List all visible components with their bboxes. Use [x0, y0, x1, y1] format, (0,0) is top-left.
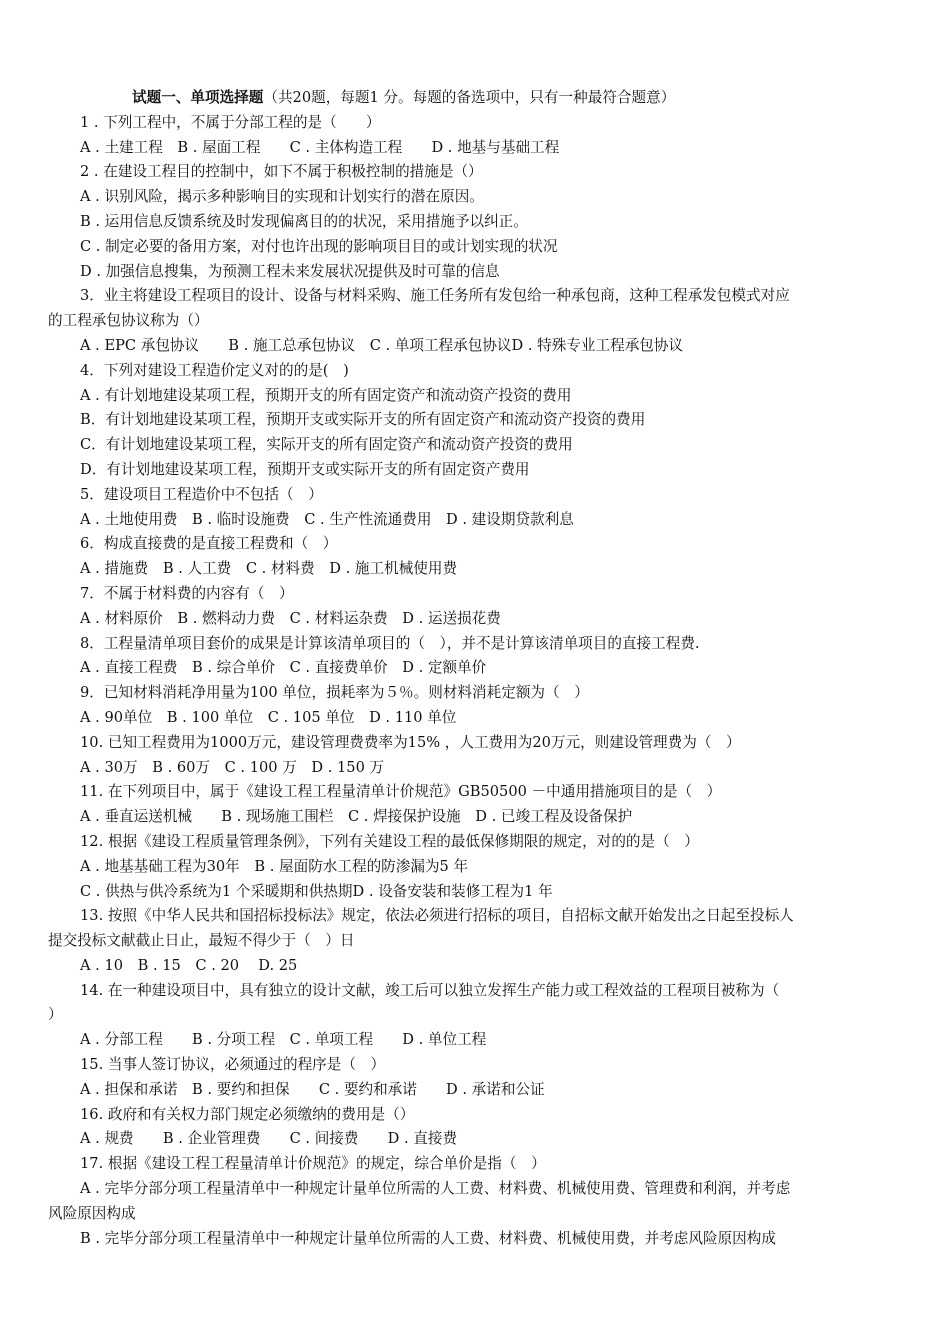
question-17-option-a-continued: 风险原因构成 — [48, 1204, 136, 1222]
question-3: 3．业主将建设工程项目的设计、设备与材料采购、施工任务所有发包给一种承包商，这种工程承发包模式对应 — [80, 287, 790, 305]
question-11-options: A . 垂直运送机械 B . 现场施工围栏 C . 焊接保护设施 D . 已竣工程及设备保护 — [80, 808, 633, 826]
question-12-options-cd: C . 供热与供冷系统为1 个采暖期和供热期D . 设备安装和装修工程为1 年 — [80, 882, 553, 900]
question-17-option-a: A . 完毕分部分项工程量清单中一种规定计量单位所需的人工费、材料费、机械使用费、管理费和利润，并考虑 — [80, 1180, 791, 1198]
question-3-options: A . EPC 承包协议 B . 施工总承包协议 C . 单项工程承包协议D . 特殊专业工程承包协议 — [80, 336, 684, 354]
question-8: 8．工程量清单项目套价的成果是计算该清单项目的（ ），并不是计算该清单项目的直接工程费. — [80, 634, 700, 652]
section-title: 试题一、单项选择题 — [132, 89, 264, 106]
question-10-options: A . 30万 B . 60万 C . 100 万 D . 150 万 — [80, 758, 385, 776]
question-13-continued: 提交投标文献截止日止，最短不得少于（ ）日 — [48, 932, 355, 950]
question-13-options: A . 10 B . 15 C . 20 D. 25 — [80, 956, 298, 974]
question-14: 14. 在一种建设项目中，具有独立的设计文献，竣工后可以独立发挥生产能力或工程效益的工程项目被称为（ — [80, 981, 780, 999]
question-2-option-c: C . 制定必要的备用方案，对付也许出现的影响项目目的或计划实现的状况 — [80, 237, 558, 255]
question-15-options: A . 担保和承诺 B . 要约和担保 C . 要约和承诺 D . 承诺和公证 — [80, 1080, 545, 1098]
exam-document — [48, 86, 910, 1251]
section-note: （共20题，每题1 分。每题的备选项中，只有一种最符合题意） — [263, 89, 676, 106]
question-4-option-a: A . 有计划地建设某项工程，预期开支的所有固定资产和流动资产投资的费用 — [80, 386, 572, 404]
question-13: 13. 按照《中华人民共和国招标投标法》规定，依法必须进行招标的项目，自招标文献开始发出之日起至投标人 — [80, 907, 794, 925]
question-9: 9．已知材料消耗净用量为100 单位，损耗率为５％。则材料消耗定额为（ ） — [80, 684, 589, 702]
question-10: 10. 已知工程费用为1000万元，建设管理费费率为15% ，人工费用为20万元，则建设管理费为（ ） — [80, 733, 741, 751]
question-4: 4．下列对建设工程造价定义对的的是( ) — [80, 361, 349, 379]
question-3-continued: 的工程承包协议称为（） — [48, 312, 209, 330]
question-15: 15. 当事人签订协议，必须通过的程序是（ ） — [80, 1056, 386, 1074]
question-4-option-d: D．有计划地建设某项工程，预期开支或实际开支的所有固定资产费用 — [80, 460, 530, 478]
question-14-continued: ） — [48, 1006, 63, 1024]
question-17-option-b: B . 完毕分部分项工程量清单中一种规定计量单位所需的人工费、材料费、机械使用费，并考虑风险原因构成 — [80, 1229, 776, 1247]
question-14-options: A . 分部工程 B . 分项工程 C . 单项工程 D . 单位工程 — [80, 1031, 487, 1049]
question-6: 6．构成直接费的是直接工程费和（ ） — [80, 535, 338, 553]
question-2-option-d: D . 加强信息搜集，为预测工程未来发展状况提供及时可靠的信息 — [80, 262, 500, 280]
question-16-options: A . 规费 B . 企业管理费 C . 间接费 D . 直接费 — [80, 1130, 458, 1148]
question-7: 7．不属于材料费的内容有（ ） — [80, 584, 294, 602]
question-4-option-b: B．有计划地建设某项工程，预期开支或实际开支的所有固定资产和流动资产投资的费用 — [80, 411, 646, 429]
question-5-options: A . 土地使用费 B . 临时设施费 C . 生产性流通费用 D . 建设期贷款利息 — [80, 510, 574, 528]
question-16: 16. 政府和有关权力部门规定必须缴纳的费用是（） — [80, 1105, 415, 1123]
question-1: 1 . 下列工程中，不属于分部工程的是（ ） — [80, 113, 381, 131]
question-9-options: A . 90单位 B . 100 单位 C . 105 单位 D . 110 单位 — [80, 708, 457, 726]
question-2-option-a: A . 识别风险，揭示多种影响目的实现和计划实行的潜在原因。 — [80, 188, 484, 206]
question-4-option-c: C．有计划地建设某项工程，实际开支的所有固定资产和流动资产投资的费用 — [80, 436, 573, 454]
question-1-options: A . 土建工程 B . 屋面工程 C . 主体构造工程 D . 地基与基础工程 — [80, 138, 560, 156]
question-2-option-b: B . 运用信息反馈系统及时发现偏离目的的状况，采用措施予以纠正。 — [80, 212, 528, 230]
question-5: 5．建设项目工程造价中不包括（ ） — [80, 485, 323, 503]
question-17: 17. 根据《建设工程工程量清单计价规范》的规定，综合单价是指（ ） — [80, 1155, 546, 1173]
question-6-options: A . 措施费 B . 人工费 C . 材料费 D . 施工机械使用费 — [80, 560, 458, 578]
section-heading — [48, 86, 910, 111]
question-11: 11. 在下列项目中，属于《建设工程工程量清单计价规范》GB50500 －中通用措施项目的是（ ） — [80, 783, 722, 801]
question-2: 2 . 在建设工程目的控制中，如下不属于积极控制的措施是（） — [80, 163, 483, 181]
question-8-options: A . 直接工程费 B . 综合单价 C . 直接费单价 D . 定额单价 — [80, 659, 487, 677]
question-7-options: A . 材料原价 B . 燃料动力费 C . 材料运杂费 D . 运送损花费 — [80, 609, 501, 627]
question-12: 12. 根据《建设工程质量管理条例》，下列有关建设工程的最低保修期限的规定，对的的是（ ） — [80, 832, 699, 850]
question-12-options-ab: A . 地基基础工程为30年 B . 屋面防水工程的防渗漏为5 年 — [80, 857, 469, 875]
